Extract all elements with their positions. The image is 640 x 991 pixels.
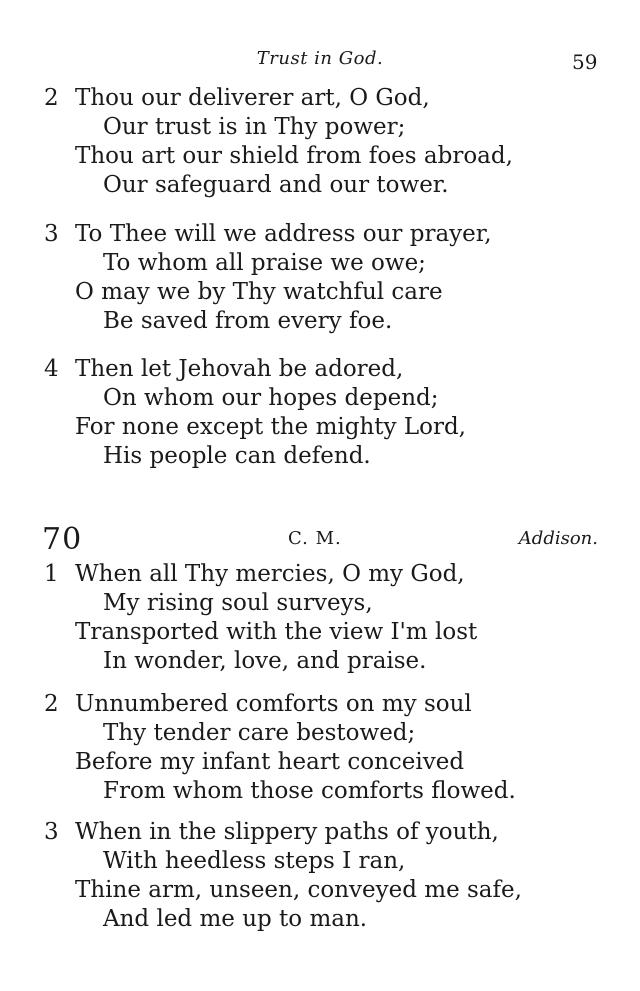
stanza-line xyxy=(0,560,640,589)
stanza-2 xyxy=(0,84,640,200)
stanza-line xyxy=(0,142,640,171)
verse-line: To whom all praise we owe; xyxy=(103,250,426,276)
stanza-line xyxy=(0,171,640,200)
stanza-line xyxy=(0,384,640,413)
stanza-3 xyxy=(0,818,640,934)
hymn-number: 70 xyxy=(42,522,83,557)
stanza-line xyxy=(0,307,640,336)
stanza-number: 3 xyxy=(44,221,59,247)
verse-line: Our safeguard and our tower. xyxy=(103,172,449,198)
verse-line: For none except the mighty Lord, xyxy=(75,414,466,440)
stanza-line xyxy=(0,84,640,113)
verse-line: Our trust is in Thy power; xyxy=(103,114,406,140)
verse-line: And led me up to man. xyxy=(103,906,368,932)
hymn-meter: C. M. xyxy=(288,528,342,549)
stanza-line xyxy=(0,278,640,307)
stanza-line xyxy=(0,818,640,847)
stanza-line xyxy=(0,905,640,934)
hymn-header xyxy=(0,524,640,558)
stanza-line xyxy=(0,589,640,618)
stanza-line xyxy=(0,220,640,249)
verse-line: Transported with the view I'm lost xyxy=(75,619,478,645)
verse-line: Thou art our shield from foes abroad, xyxy=(75,143,513,169)
verse-line: O may we by Thy watchful care xyxy=(75,279,443,305)
verse-line: With heedless steps I ran, xyxy=(103,848,406,874)
stanza-number: 1 xyxy=(44,561,59,587)
verse-line: On whom our hopes depend; xyxy=(103,385,439,411)
stanza-4 xyxy=(0,355,640,471)
stanza-number: 4 xyxy=(44,356,59,382)
verse-line: Unnumbered comforts on my soul xyxy=(75,691,472,717)
verse-line: Thine arm, unseen, conveyed me safe, xyxy=(75,877,522,903)
stanza-line xyxy=(0,748,640,777)
stanza-3 xyxy=(0,220,640,336)
running-title: Trust in God. xyxy=(256,48,384,69)
stanza-line xyxy=(0,847,640,876)
verse-line: Be saved from every foe. xyxy=(103,308,393,334)
verse-line: In wonder, love, and praise. xyxy=(103,648,427,674)
verse-line: Thou our deliverer art, O God, xyxy=(75,85,430,111)
stanza-line xyxy=(0,113,640,142)
stanza-2 xyxy=(0,690,640,806)
stanza-line xyxy=(0,413,640,442)
page-number: 59 xyxy=(572,50,598,74)
verse-line: When all Thy mercies, O my God, xyxy=(75,561,465,587)
stanza-line xyxy=(0,442,640,471)
stanza-line xyxy=(0,249,640,278)
stanza-number: 3 xyxy=(44,819,59,845)
stanza-line xyxy=(0,876,640,905)
verse-line: From whom those comforts flowed. xyxy=(103,778,516,804)
hymn-author: Addison. xyxy=(518,528,598,549)
stanza-number: 2 xyxy=(44,85,59,111)
stanza-line xyxy=(0,777,640,806)
verse-line: His people can defend. xyxy=(103,443,371,469)
verse-line: My rising soul surveys, xyxy=(103,590,373,616)
stanza-line xyxy=(0,690,640,719)
stanza-line xyxy=(0,618,640,647)
stanza-line xyxy=(0,647,640,676)
verse-line: Then let Jehovah be adored, xyxy=(75,356,404,382)
stanza-line xyxy=(0,719,640,748)
stanza-number: 2 xyxy=(44,691,59,717)
verse-line: When in the slippery paths of youth, xyxy=(75,819,499,845)
stanza-1 xyxy=(0,560,640,676)
verse-line: Before my infant heart conceived xyxy=(75,749,465,775)
stanza-line xyxy=(0,355,640,384)
verse-line: Thy tender care bestowed; xyxy=(103,720,416,746)
verse-line: To Thee will we address our prayer, xyxy=(75,221,492,247)
